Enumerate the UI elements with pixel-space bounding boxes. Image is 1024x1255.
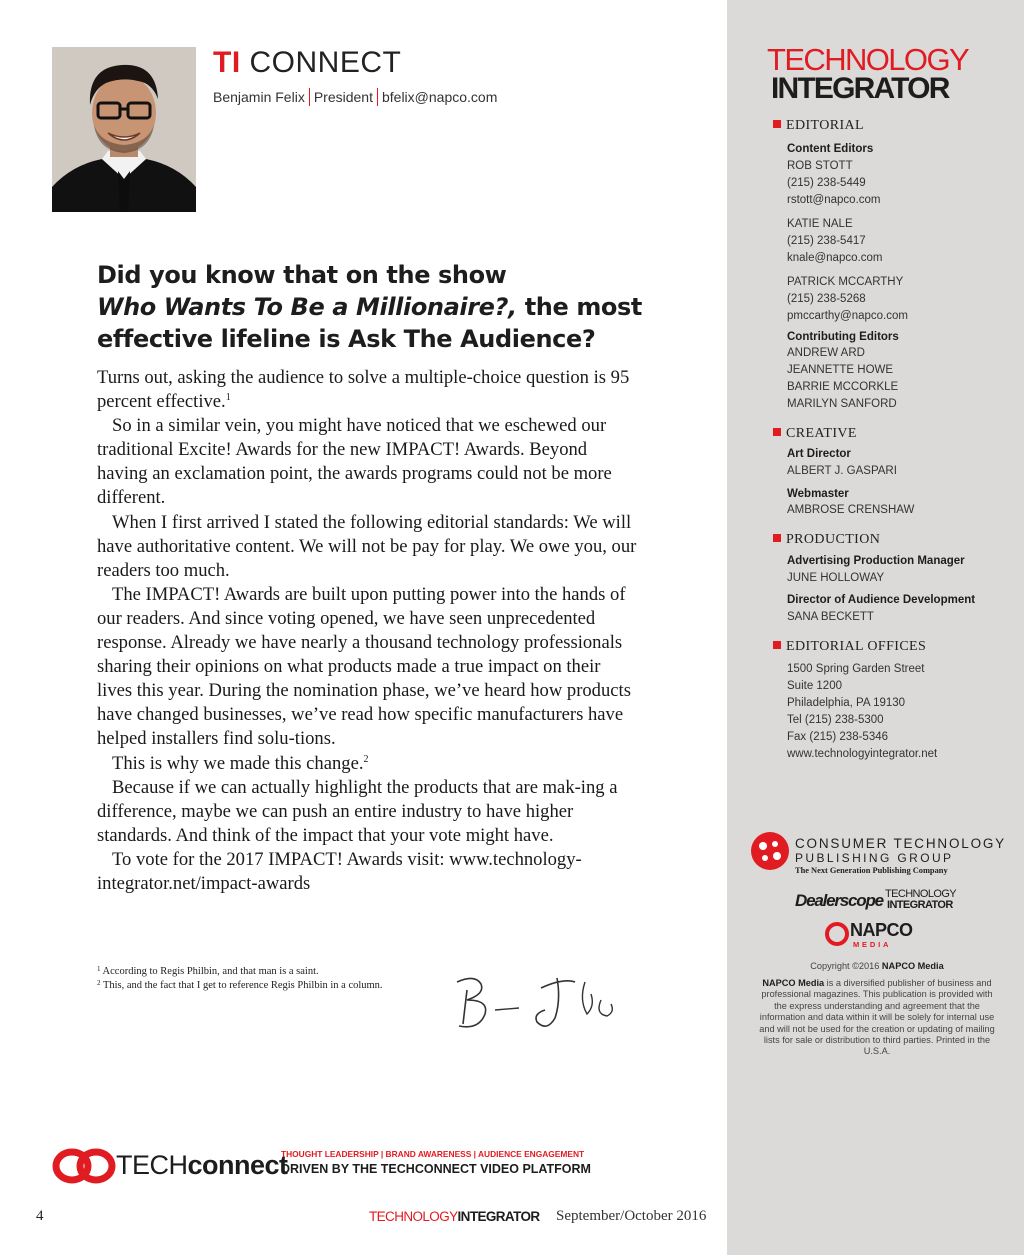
contributor-name: ANDREW ARD [787,347,865,359]
connect-label: CONNECT [249,46,402,79]
ctpg-dots-icon [751,832,789,870]
masthead-logo-technology: TECHNOLOGY [767,42,969,77]
body-paragraph: So in a similar vein, you might have noticed that we eschewed our traditional Excite! Awards for the new IMPACT! Awards. Beyond having an exclamation point, the awards programs could not be more different. [97,415,612,509]
role-ad-production: Advertising Production Manager [787,555,965,567]
techconnect-infinity-icon [52,1148,116,1184]
headline-rest: the most effective lifeline is Ask The Audience? [97,293,642,353]
ti-small-logo-line1: TECHNOLOGY [885,888,957,900]
square-bullet-icon [773,428,781,436]
role-content-editors: Content Editors [787,143,874,155]
ctpg-circle-icon [751,832,789,870]
ctpg-tagline: The Next Generation Publishing Company [795,866,948,875]
section-editorial-offices: EDITORIAL OFFICES [773,639,926,655]
body-paragraph: Turns out, asking the audience to solve a multiple-choice question is 95 percent effective.$^1$ [97,367,630,413]
square-bullet-icon [773,534,781,542]
dealerscope-logo: Dealerscope [795,891,883,910]
staff-email[interactable]: knale@napco.com [787,252,883,264]
role-contributing-editors: Contributing Editors [787,331,899,343]
article-body [97,366,637,896]
signature-image [445,960,625,1040]
napco-ring-icon [825,922,849,946]
address-line: Tel (215) 238-5300 [787,714,884,726]
section-editorial: EDITORIAL [773,118,864,134]
headline-line1: Did you know that on the show [97,261,507,289]
staff-name: ROB STOTT [787,160,853,172]
techconnect-tagline: THOUGHT LEADERSHIP | BRAND AWARENESS | AUDIENCE ENGAGEMENT [281,1149,585,1159]
body-paragraph: The IMPACT! Awards are built upon putting power into the hands of our readers. And since voting opened, we have seen unprecedented response. Already we have nearly a thousand technology professionals sharing their opinions on what products made a true impact on their lives this year. During the nomination phase, we’ve heard how products have changed businesses, we’ve read how specific manufacturers have helped installers find solu-tions. [97,583,631,750]
copyright-line: Copyright ©2016 NAPCO Media [810,961,944,971]
staff-email[interactable]: pmccarthy@napco.com [787,310,908,322]
napco-logo-media: MEDIA [853,940,892,949]
masthead-logo-integrator: INTEGRATOR [771,72,949,105]
address-line: 1500 Spring Garden Street [787,663,925,675]
byline-divider [309,88,310,106]
ctpg-name-line2: PUBLISHING GROUP [795,851,954,865]
contributor-name: JEANNETTE HOWE [787,364,894,376]
ti-connect-title [213,47,401,79]
page-number: 4 [36,1208,44,1224]
role-webmaster: Webmaster [787,488,849,500]
staff-name: AMBROSE CRENSHAW [787,504,915,516]
role-art-director: Art Director [787,448,851,460]
author-byline [213,88,497,106]
publisher-disclaimer: NAPCO Media is a diversified publisher of business and professional magazines. This publication is provided with the express understanding and agreement that the information and data within it will be solely for internal use and will not be used for the creation or updating of mailing lists for sale or distribution to third parties. Printed in the U.S.A. [759,978,995,1057]
techconnect-subtitle: DRIVEN BY THE TECHCONNECT VIDEO PLATFORM [281,1162,591,1176]
address-line: Suite 1200 [787,680,842,692]
address-line: Philadelphia, PA 19130 [787,697,906,709]
staff-phone: (215) 238-5449 [787,177,866,189]
ti-brand-mark: TI [213,46,241,79]
author-portrait-image [52,47,196,212]
staff-name: JUNE HOLLOWAY [787,572,885,584]
author-name: Benjamin Felix [213,89,305,105]
square-bullet-icon [773,641,781,649]
author-title: President [313,89,373,105]
article-headline [97,259,657,355]
footnote-item: $^1$ According to Regis Philbin, and that man is a saint. [97,965,319,977]
contributor-name: MARILYN SANFORD [787,398,897,410]
contributor-name: BARRIE MCCORKLE [787,381,899,393]
ctpg-name-line1: CONSUMER TECHNOLOGY [795,836,1006,851]
square-bullet-icon [773,120,781,128]
napco-logo-word: NAPCO [850,920,913,940]
masthead-sidebar [727,0,1024,1255]
section-creative: CREATIVE [773,426,857,442]
ctpg-logo [751,830,1011,880]
body-paragraph: Because if we can actually highlight the products that are mak-ing a difference, maybe we can push an entire industry to have higher standards. And think of the impact that your vote might have. [97,776,618,846]
footnotes [97,965,427,993]
footnote-item: $^2$ This, and the fact that I get to reference Regis Philbin in a column. [97,979,383,991]
footnote-ref: 2 [363,753,369,765]
issue-date: September/October 2016 [556,1208,707,1224]
staff-phone: (215) 238-5417 [787,235,866,247]
byline-divider [377,88,378,106]
section-production: PRODUCTION [773,532,880,548]
body-paragraph: This is why we made this change.$^2$ [112,752,369,774]
address-line: Fax (215) 238-5346 [787,731,889,743]
staff-name: KATIE NALE [787,218,853,230]
author-email[interactable]: bfelix@napco.com [381,89,498,105]
staff-name: ALBERT J. GASPARI [787,465,897,477]
ti-small-logo-line2: INTEGRATOR [887,899,953,911]
headline-show-title: Who Wants To Be a Millionaire?, [97,293,517,321]
body-paragraph: To vote for the 2017 IMPACT! Awards visit: www.technology-integrator.net/impact-awards [97,848,582,894]
author-photo [52,47,196,212]
footer-magazine-logo: TECHNOLOGYINTEGRATOR [369,1209,540,1224]
staff-email[interactable]: rstott@napco.com [787,194,881,206]
techconnect-wordmark: TECHconnect [116,1150,288,1180]
footnote-ref: 1 [225,392,231,404]
techconnect-banner[interactable] [52,1146,612,1186]
body-paragraph: When I first arrived I stated the following editorial standards: We will have authoritative content. We will not be pay for play. We owe you, our readers too much. [97,511,637,581]
staff-name: SANA BECKETT [787,611,874,623]
website-link[interactable]: www.technologyintegrator.net [787,748,938,760]
role-audience-development: Director of Audience Development [787,594,976,606]
staff-phone: (215) 238-5268 [787,293,866,305]
staff-name: PATRICK MCCARTHY [787,276,904,288]
